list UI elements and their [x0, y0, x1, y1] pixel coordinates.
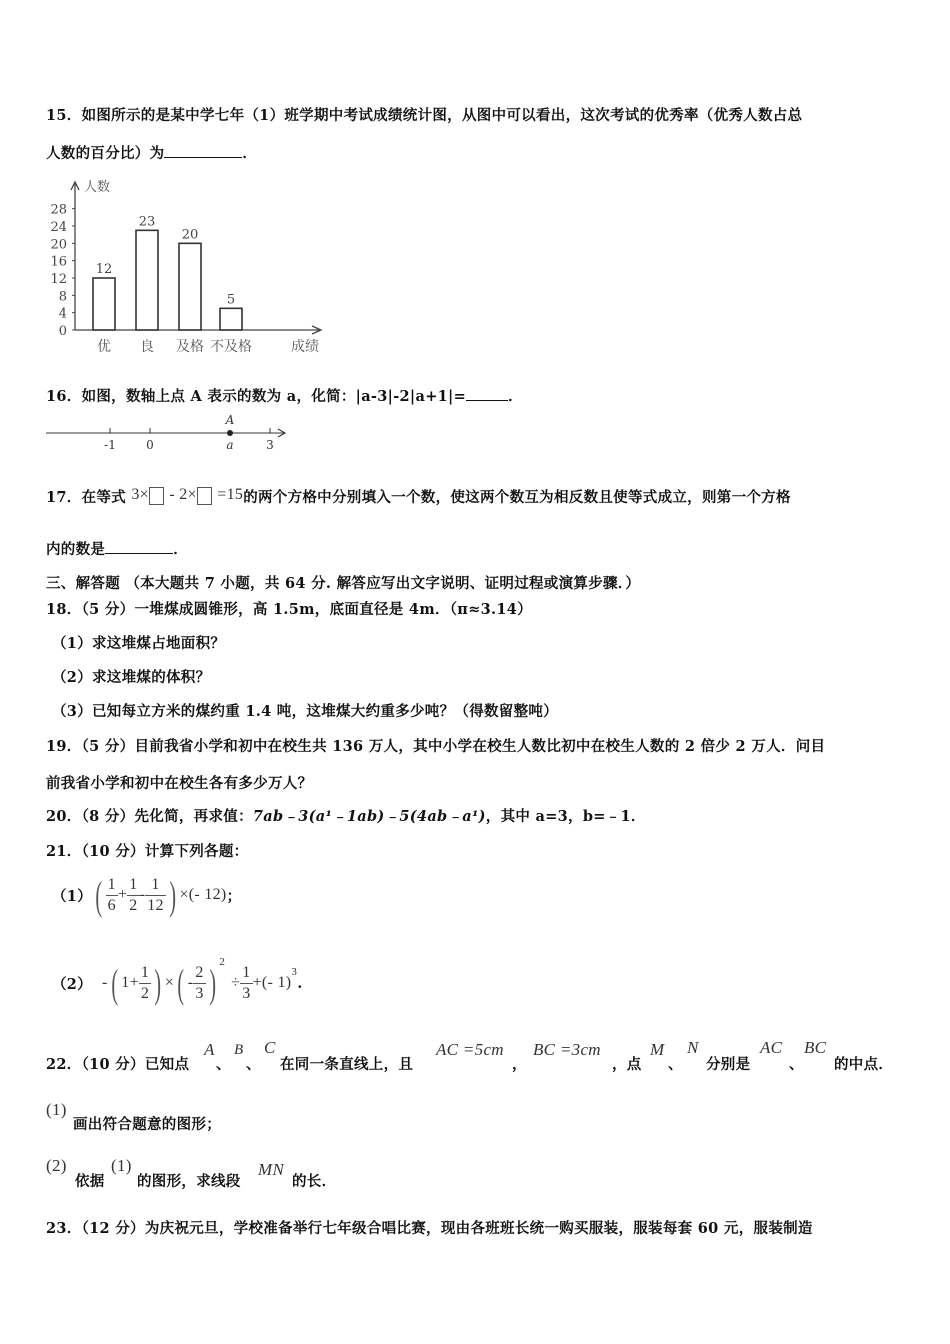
bar-value-label: 20 [181, 227, 199, 243]
q23-line1: 23．（12 分）为庆祝元旦，学校准备举行七年级合唱比赛，现由各班班长统一购买服装，服装每套 60 元，服装制造 [46, 1220, 813, 1237]
numerator: 1 [139, 963, 151, 984]
q17-line2-text: 内的数是 [46, 541, 106, 558]
x-category-label: 及格 [176, 339, 204, 355]
denominator: 12 [147, 896, 164, 914]
answer-blank [164, 145, 242, 158]
left-paren: ( [177, 960, 185, 1006]
q17-line1 [46, 486, 791, 507]
fraction [240, 963, 252, 1004]
x-category-label: 优 [97, 339, 111, 355]
right-paren: ) [169, 872, 177, 918]
numerator: 1 [106, 875, 118, 896]
denominator: 2 [129, 896, 138, 914]
point-m: M [650, 1040, 665, 1059]
comma: ， [512, 1056, 527, 1073]
q19-line1: 19．（5 分）目前我省小学和初中在校生共 136 万人，其中小学在校生人数比初中在校生人数的 2 倍少 2 万人．问目 [46, 738, 826, 755]
bar-value-label: 23 [138, 214, 156, 230]
times-sign: × [164, 974, 175, 991]
bar [179, 243, 201, 330]
q21-part1-label: （1） [52, 887, 92, 905]
q18-stem: 18．（5 分）一堆煤成圆锥形，高 1.5m，底面直径是 4m．（π≈3.14） [46, 601, 532, 618]
numerator: 1 [240, 963, 252, 984]
fraction [193, 963, 205, 1004]
numerator: 1 [127, 875, 139, 896]
bar-value-label: 5 [226, 292, 236, 308]
tick-label: -1 [104, 438, 116, 452]
exponent: 2 [219, 956, 226, 968]
q16-text: 16．如图，数轴上点 A 表示的数为 a，化简：|a-3|-2|a+1|= [46, 388, 467, 405]
length-bc: BC =3cm [533, 1040, 601, 1059]
y-tick-label: 8 [58, 289, 67, 305]
q15-line2 [46, 142, 257, 163]
point-c: C [264, 1038, 276, 1057]
q17-prefix: 17．在等式 [46, 489, 126, 506]
q18-part2: （2）求这堆煤的体积？ [52, 669, 211, 686]
denominator: 6 [107, 896, 116, 914]
x-category-label: 不及格 [210, 339, 252, 355]
plus-sign: + [117, 886, 128, 903]
q17-suffix: 的两个方格中分别填入一个数，使这两个数互为相反数且使等式成立，则第一个方格 [243, 489, 791, 506]
semicolon: ； [226, 887, 242, 905]
q22-part2-b: 的图形，求线段 [137, 1173, 241, 1190]
right-paren: ) [154, 960, 162, 1006]
q18-part1: （1）求这堆煤占地面积？ [52, 635, 226, 652]
point-var-label: a [226, 438, 234, 452]
denominator: 3 [242, 984, 251, 1002]
q20-expression: 7ab﹣3(a¹﹣1ab)﹣5(4ab﹣a¹) [252, 808, 486, 825]
q17-eq-c: =15 [217, 486, 244, 503]
q20-suffix: ，其中 a=3，b=﹣1． [485, 808, 646, 825]
separator: 、 [216, 1056, 231, 1073]
fraction [145, 875, 166, 916]
period: . [297, 974, 303, 992]
q22-part1-text: 画出符合题意的图形； [73, 1116, 221, 1133]
denominator: 2 [140, 984, 150, 1002]
x-axis-label: 成绩 [291, 339, 319, 355]
bar [220, 308, 242, 330]
x-category-label: 良 [140, 339, 154, 355]
q20-prefix: 20．（8 分）先化简，再求值： [46, 808, 253, 825]
q15-end: ． [242, 145, 258, 162]
q17-end: ． [173, 541, 189, 558]
q16-line [46, 385, 523, 406]
q22-part2-c: 的长． [292, 1173, 337, 1190]
point-b: B [234, 1042, 244, 1058]
one-plus: 1+ [121, 974, 139, 991]
minus-sign: - [102, 974, 108, 991]
q21-part2-tail: +(- 1) [252, 974, 292, 991]
chart-root [50, 179, 321, 355]
part-number: (2) [46, 1156, 67, 1175]
point-label: A [225, 413, 235, 427]
y-tick-label: 20 [50, 237, 67, 253]
q22-end: 的中点． [834, 1056, 894, 1073]
q22-part2-a: 依据 [75, 1173, 105, 1190]
exponent: 3 [291, 966, 298, 978]
point-a-dot [227, 430, 233, 436]
blank-box-2 [197, 487, 212, 505]
q15-line1: 15．如图所示的是某中学七年（1）班学期中考试成绩统计图，从图中可以看出，这次考试的优秀率（优秀人数占总 [46, 107, 803, 124]
y-axis-label: 人数 [84, 180, 111, 195]
q15-line2-text: 人数的百分比）为 [46, 145, 165, 162]
left-paren: ( [111, 960, 118, 1006]
point-a: A [204, 1040, 215, 1059]
q19-line2: 前我省小学和初中在校生各有多少万人？ [46, 775, 313, 792]
point-n: N [687, 1038, 699, 1057]
y-tick-label: 28 [50, 202, 67, 218]
minus-sign: - [187, 974, 194, 991]
q16-end: ． [508, 388, 523, 405]
y-tick-label: 4 [58, 306, 67, 322]
blank-box-1 [149, 487, 164, 505]
q22-fen: 分别是 [706, 1056, 751, 1073]
q21-part2 [52, 958, 303, 1008]
q17-eq-a: 3× [131, 486, 149, 503]
numerator: 1 [145, 875, 166, 896]
q22-prefix: 22．（10 分）已知点 [46, 1056, 190, 1073]
bar [136, 230, 158, 330]
tick-label: 3 [266, 438, 274, 452]
q21-part1-tail: ×(- 12) [179, 886, 227, 903]
q22-mid: 在同一条直线上，且 [280, 1056, 414, 1073]
number-line [44, 410, 294, 455]
right-paren: ) [209, 960, 216, 1006]
bar-chart [40, 172, 340, 362]
q21-part2-label: （2） [52, 975, 92, 993]
q17-eq-b: - 2× [169, 486, 197, 503]
part-reference: (1) [111, 1156, 132, 1175]
bar [93, 278, 115, 330]
separator: 、 [246, 1056, 261, 1073]
q17-line2 [46, 538, 188, 559]
segment-ac: AC [760, 1038, 783, 1057]
divide-sign: ÷ [231, 974, 241, 991]
bar-value-label: 12 [95, 262, 113, 277]
separator: 、 [668, 1056, 683, 1073]
y-tick-label: 12 [50, 272, 67, 287]
q18-part3: （3）已知每立方米的煤约重 1.4 吨，这堆煤大约重多少吨？（得数留整吨） [52, 703, 559, 720]
q20-line [46, 805, 646, 826]
length-ac: AC =5cm [436, 1040, 504, 1059]
y-tick-label: 24 [50, 220, 67, 235]
answer-blank [105, 541, 173, 554]
minus-sign: - [139, 886, 146, 903]
part-number: (1) [46, 1100, 67, 1119]
q22-pt: ，点 [612, 1056, 642, 1073]
segment-mn: MN [258, 1160, 285, 1179]
q21-part1 [52, 872, 241, 918]
section-3-heading: 三、解答题 （本大题共 7 小题，共 64 分. 解答应写出文字说明、证明过程或演算步骤．） [46, 575, 641, 592]
fraction [127, 875, 139, 916]
left-paren: ( [95, 872, 103, 918]
number-line-root [46, 413, 285, 452]
y-tick-label: 0 [58, 324, 67, 339]
tick-label: 0 [146, 438, 154, 452]
y-tick-label: 16 [50, 254, 67, 270]
answer-blank [466, 388, 508, 401]
numerator: 2 [193, 963, 205, 984]
denominator: 3 [195, 984, 204, 1002]
fraction [106, 875, 118, 916]
fraction [139, 963, 151, 1004]
q21-stem: 21．（10 分）计算下列各题： [46, 843, 249, 860]
separator: 、 [789, 1056, 804, 1073]
segment-bc: BC [804, 1038, 827, 1057]
